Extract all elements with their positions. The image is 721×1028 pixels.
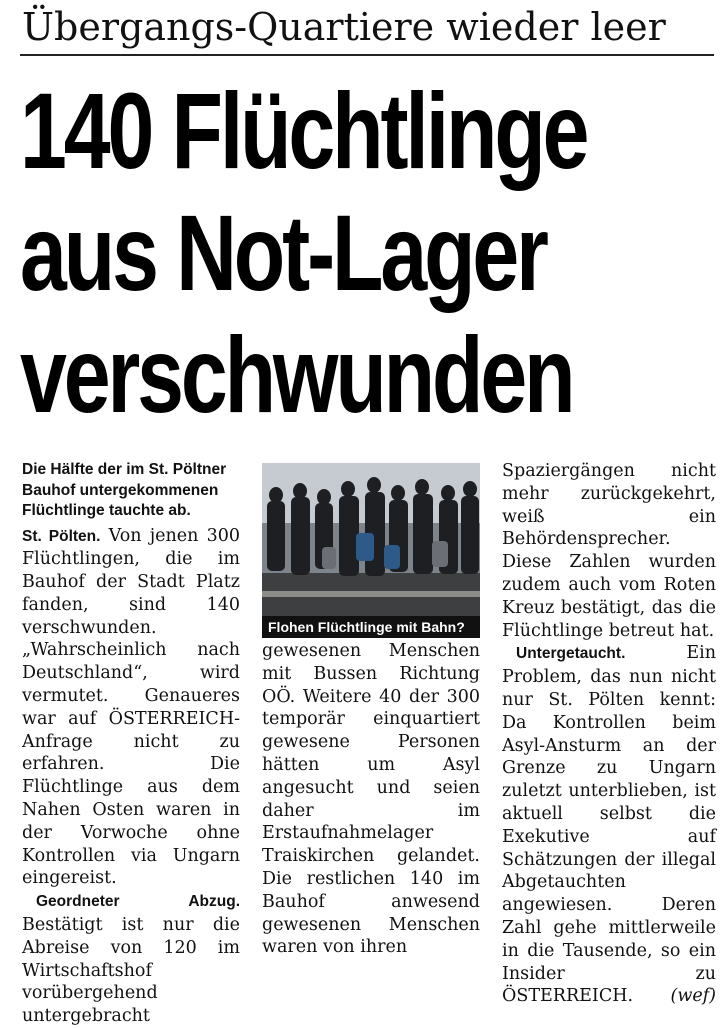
headline-line-1: 140 Flüchtlinge — [20, 70, 587, 191]
body-paragraph-4: Spaziergängen nicht mehr zurückgekehrt, weiß ein Behördensprecher. Diese Zahlen wurden zudem auch vom Roten Kreuz bestätigt, das die Flüchtlinge betreut hat. — [502, 461, 716, 641]
body-text-5: Ein Problem, das nun nicht nur St. Pölten kennt: Da Kontrollen beim Asyl-Ansturm an der Grenze zu Ungarn zuletzt unterblieben, ist aktuell selbst die Exekutive auf Schätzungen der illegal Abgetauchten angewiesen. Deren Zahl gehe mittlerweile in die Tausende, so ein Insider zu ÖSTERREICH. — [502, 643, 716, 1007]
headline — [20, 70, 587, 436]
body-paragraph-5 — [502, 642, 716, 1008]
body-text-1: Von jenen 300 Flüchtlingen, die im Bauhof der Stadt Platz fanden, sind 140 verschwunden. „Wahrscheinlich nach Deutschland“, wird vermutet. Genaueres war auf ÖSTERREICH-Anfrage nicht zu erfahren. Die Flüchtlinge aus dem Nahen Osten waren in der Vorwoche ohne Kontrollen via Ungarn eingereist. — [22, 525, 240, 889]
column-3 — [502, 460, 716, 1008]
photo — [262, 463, 480, 638]
kicker: Übergangs-Quartiere wieder leer — [22, 5, 666, 49]
kicker-rule — [20, 54, 714, 56]
headline-line-3: verschwunden — [20, 314, 573, 435]
body-paragraph-3: gewesenen Menschen mit Bussen Richtung OÖ. Weitere 40 der 300 temporär einquartiert gewesene Personen hätten um Asyl angesucht und seien daher im Erstaufnahmelager Traiskirchen gelandet. Die restlichen 140 im Bauhof anwesend gewesenen Menschen waren von ihren — [262, 641, 480, 958]
dateline: St. Pölten. — [22, 527, 101, 545]
subhead-2: Untergetaucht. — [516, 645, 626, 663]
body-text-2: Bestätigt ist nur die Abreise von 120 im Wirtschaftshof vorübergehend untergebracht — [22, 915, 240, 1027]
lead-paragraph: Die Hälfte der im St. Pöltner Bauhof untergekommenen Flüchtlinge tauchte ab. — [22, 461, 227, 519]
subhead-1: Geordneter Abzug. — [36, 893, 240, 911]
body-paragraph-1 — [22, 525, 240, 891]
headline-line-2: aus Not-Lager — [20, 192, 546, 313]
body-paragraph-2 — [22, 890, 240, 1028]
photo-image — [262, 463, 480, 638]
photo-caption: Flohen Flüchtlinge mit Bahn? — [262, 616, 480, 638]
author-tag: (wef) — [670, 986, 716, 1007]
column-2 — [262, 640, 480, 959]
column-1 — [22, 460, 240, 1028]
